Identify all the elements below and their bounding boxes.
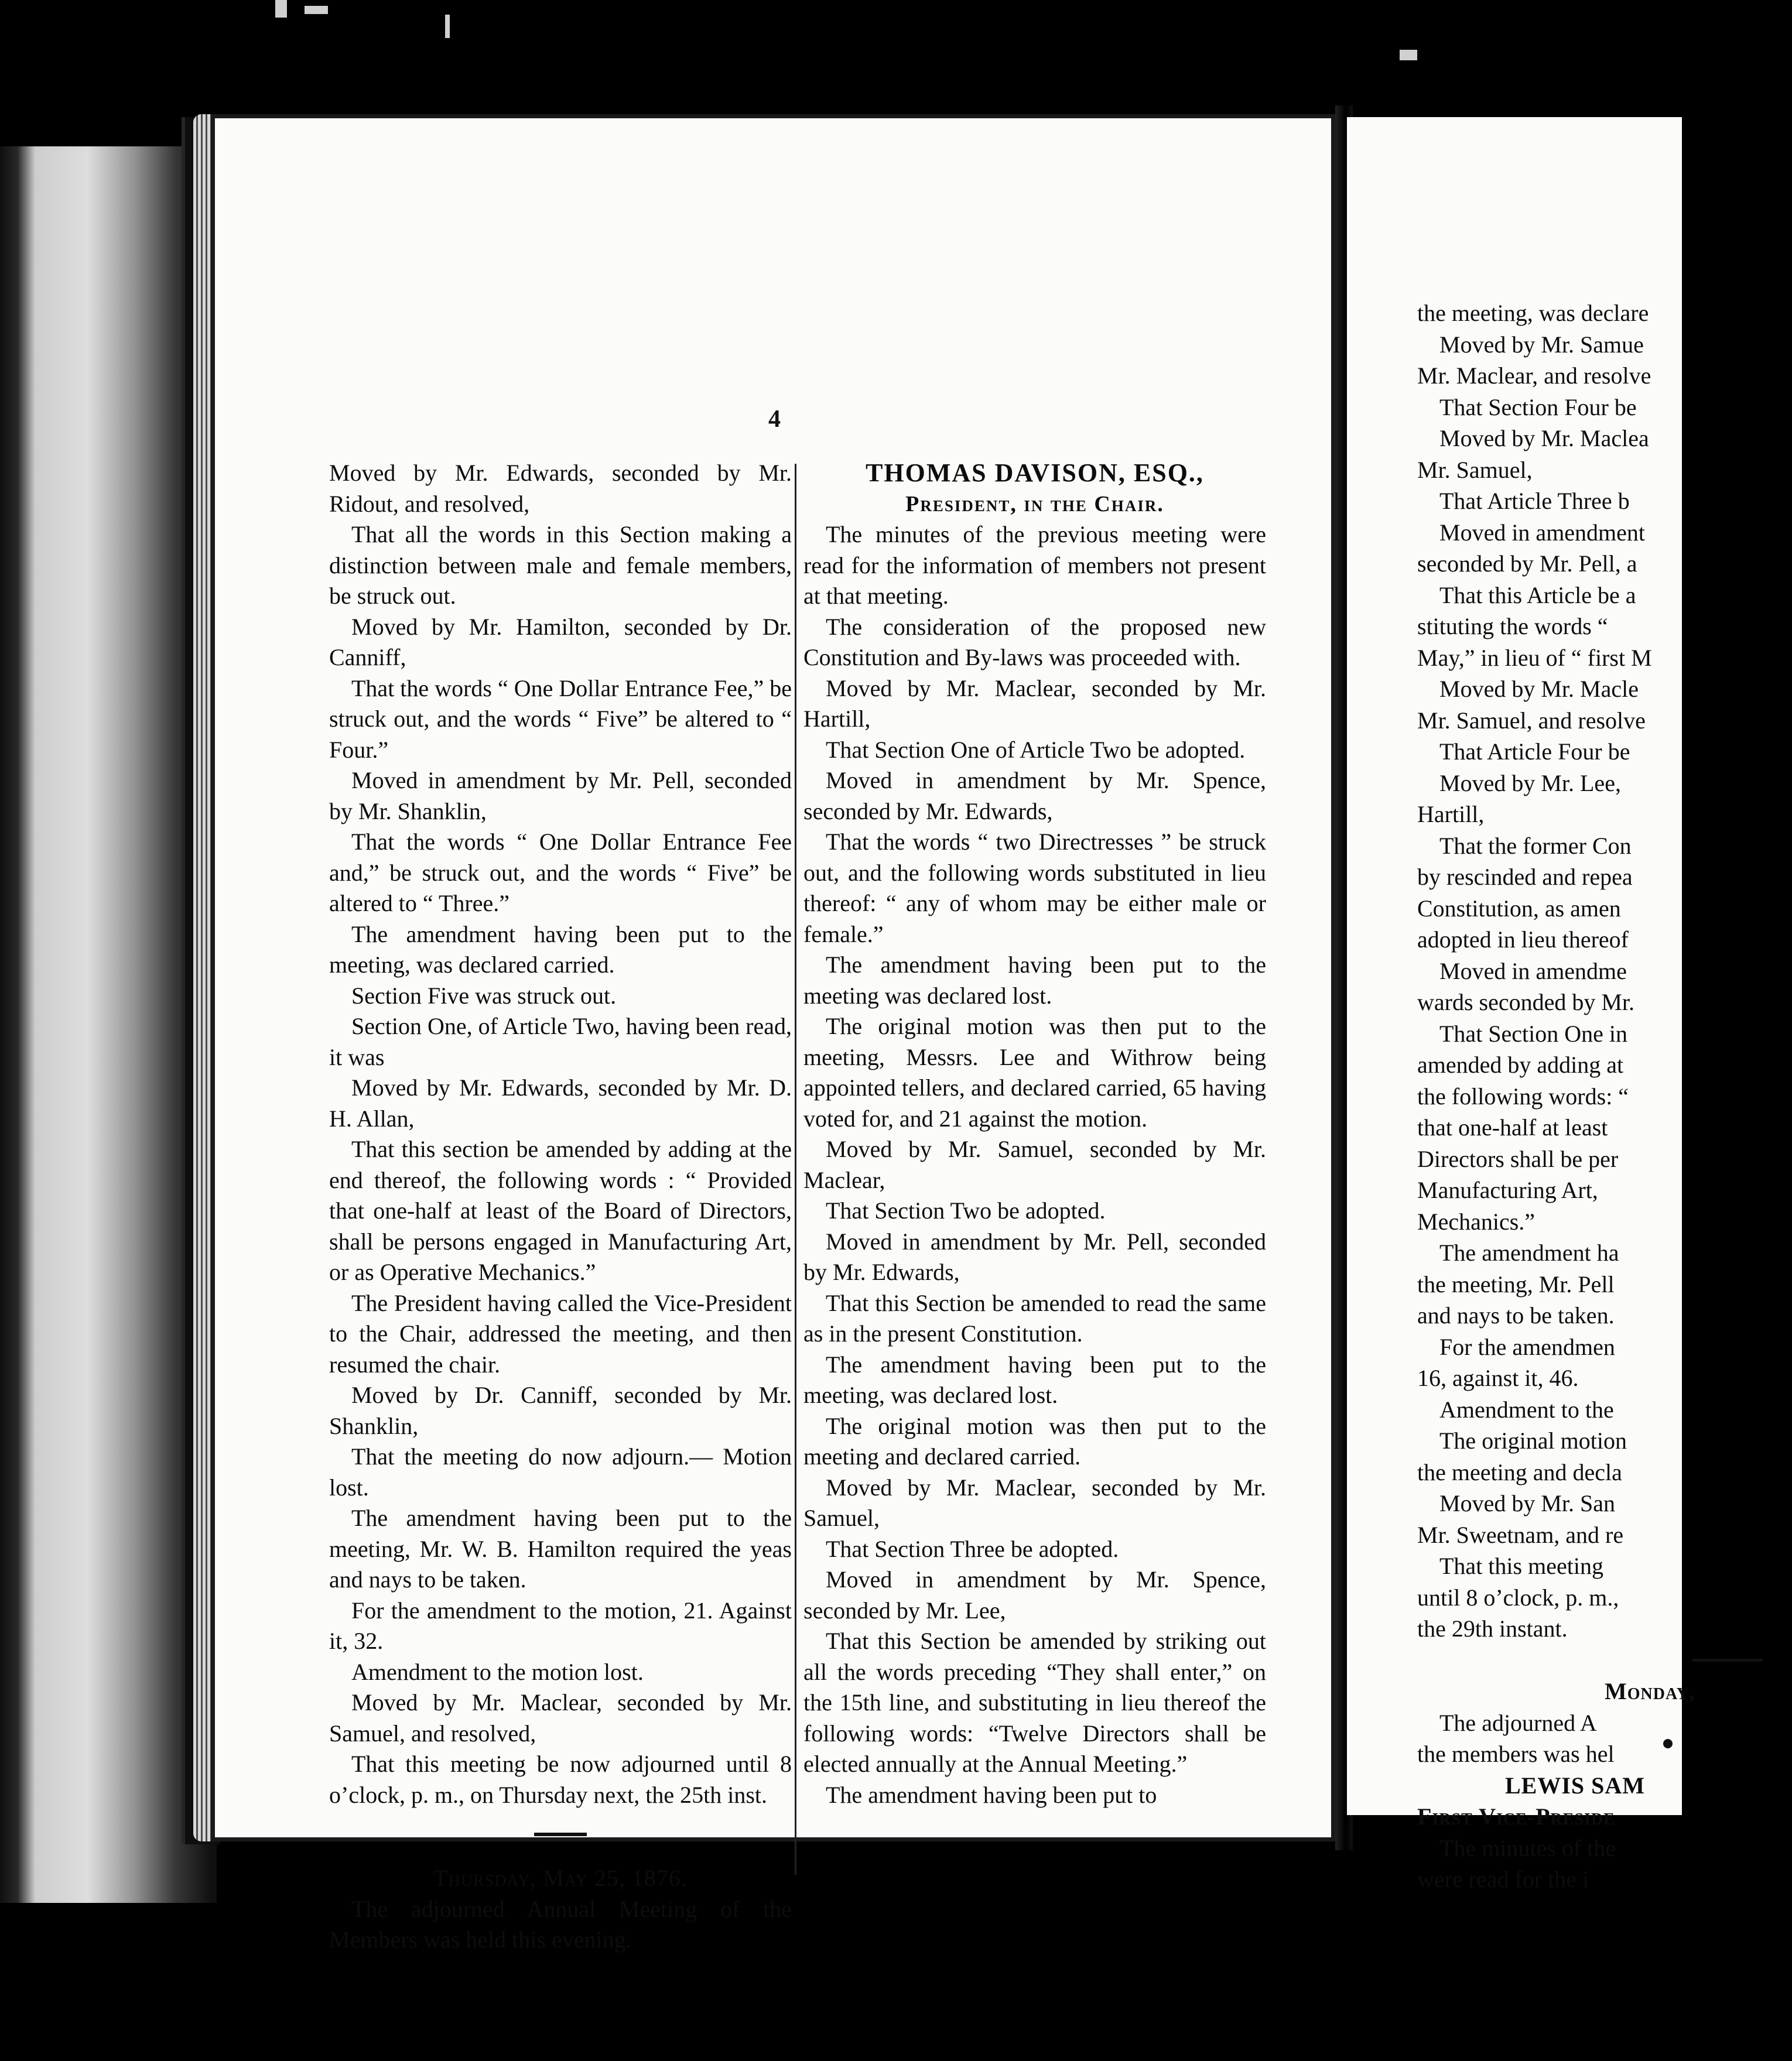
text-line: Moved by Mr. Macle — [1439, 676, 1639, 702]
middle-text-column — [803, 458, 1266, 1810]
text-line: First Vice-Preside — [1417, 1803, 1615, 1830]
column-divider — [795, 464, 796, 1875]
paragraph: That all the words in this Section making a distinction between male and female members, be struck out. — [329, 521, 792, 609]
text-line: by rescinded and repea — [1417, 864, 1633, 890]
paragraph: Amendment to the motion lost. — [351, 1658, 644, 1685]
next-page-text — [1417, 297, 1792, 1895]
text-line: Mr. Samuel, — [1417, 456, 1533, 483]
paragraph: That the words “ two Directresses ” be struck out, and the following words substituted in lieu thereof: “ any of whom may be either male or female.” — [803, 828, 1266, 947]
paragraph: That this meeting be now adjourned until 8 o’clock, p. m., on Thursday next, the 25th inst. — [329, 1751, 792, 1808]
scan-speck — [1663, 1739, 1673, 1748]
chair-name: THOMAS DAVISON, ESQ., — [866, 458, 1204, 487]
paragraph: The amendment having been put to the meeting, Mr. W. B. Hamilton required the yeas and nays to be taken. — [329, 1505, 792, 1593]
paragraph: The consideration of the proposed new Constitution and By-laws was proceeded with. — [803, 613, 1266, 670]
paragraph: The original motion was then put to the meeting and declared carried. — [803, 1412, 1266, 1470]
text-line: 16, against it, 46. — [1417, 1365, 1579, 1391]
text-line: amended by adding at — [1417, 1052, 1624, 1078]
paragraph: Moved in amendment by Mr. Pell, seconded by Mr. Shanklin, — [329, 767, 792, 824]
section-divider — [1417, 1645, 1792, 1676]
text-line: The original motion — [1439, 1427, 1627, 1454]
paragraph: The original motion was then put to the meeting, Messrs. Lee and Withrow being appointed tellers, and declared carried, 65 having voted for, and 21 against the motion. — [803, 1013, 1266, 1132]
paragraph: Moved in amendment by Mr. Spence, seconded by Mr. Edwards, — [803, 767, 1266, 824]
left-text-column — [329, 458, 792, 1956]
page-number: 4 — [768, 406, 781, 433]
paragraph: The adjourned Annual Meeting of the Members was held this evening. — [329, 1895, 792, 1953]
scanner-mark — [1400, 50, 1417, 60]
paragraph: The President having called the Vice-President to the Chair, addressed the meeting, and then resumed the chair. — [329, 1289, 792, 1378]
text-line: Amendment to the — [1439, 1396, 1614, 1423]
paragraph: Section One, of Article Two, having been read, it was — [329, 1013, 792, 1070]
paragraph: The amendment having been put to the meeting was declared lost. — [803, 951, 1266, 1009]
text-line: Moved in amendme — [1439, 957, 1627, 984]
text-line: Moved by Mr. Maclea — [1439, 425, 1649, 451]
text-line: The amendment ha — [1439, 1240, 1619, 1266]
paragraph: That this Section be amended to read the same as in the present Constitution. — [803, 1289, 1266, 1347]
paragraph: That this Section be amended by striking out all the words preceding “They shall enter,” on the 15th line, and substituting in lieu thereof the following words: “Twelve Directors shall be elected annually at the Annual Meeting.” — [803, 1628, 1266, 1777]
paragraph: The amendment having been put to — [826, 1781, 1157, 1808]
paragraph: That Section One of Article Two be adopted. — [826, 736, 1246, 763]
text-line: until 8 o’clock, p. m., — [1417, 1584, 1619, 1611]
text-line: Constitution, as amen — [1417, 895, 1621, 922]
paragraph: Moved by Mr. Edwards, seconded by Mr. Ridout, and resolved, — [329, 460, 792, 517]
chair-title: President, in the Chair. — [905, 491, 1164, 516]
paragraph: Moved by Mr. Maclear, seconded by Mr. Samuel, and resolved, — [329, 1689, 792, 1747]
text-line: were read for the i — [1417, 1866, 1589, 1892]
text-line: Mr. Sweetnam, and re — [1417, 1521, 1624, 1548]
paragraph: Moved by Mr. Maclear, seconded by Mr. Hartill, — [803, 675, 1266, 732]
text-line: the meeting, was declare — [1417, 300, 1649, 326]
text-line: The adjourned A — [1439, 1709, 1597, 1736]
text-line: Mr. Samuel, and resolve — [1417, 707, 1646, 734]
text-line: the meeting and decla — [1417, 1459, 1622, 1485]
text-line: Moved by Mr. Lee, — [1439, 769, 1621, 796]
paragraph: That the meeting do now adjourn.— Motion lost. — [329, 1443, 792, 1501]
paragraph: That Section Three be adopted. — [826, 1535, 1119, 1562]
paragraph: The amendment having been put to the meeting, was declared lost. — [803, 1351, 1266, 1408]
text-line: That Article Four be — [1439, 738, 1630, 765]
paragraph: That Section Two be adopted. — [826, 1197, 1106, 1224]
paragraph: Moved by Mr. Maclear, seconded by Mr. Samuel, — [803, 1474, 1266, 1531]
text-line: stituting the words “ — [1417, 613, 1608, 639]
dateline: Thursday, May 25, 1876. — [433, 1865, 688, 1891]
text-line: That this Article be a — [1439, 581, 1636, 608]
scanner-mark — [275, 0, 287, 18]
text-line: Moved in amendment — [1439, 519, 1646, 546]
paragraph: The minutes of the previous meeting were read for the information of members not present at that meeting. — [803, 521, 1266, 609]
section-divider — [329, 1810, 792, 1851]
text-line: and nays to be taken. — [1417, 1302, 1615, 1329]
text-line: That this meeting — [1439, 1553, 1603, 1579]
book-page — [211, 114, 1335, 1953]
text-line: That Section Four be — [1439, 393, 1637, 420]
text-line: Moved by Mr. San — [1439, 1490, 1615, 1516]
text-line: wards seconded by Mr. — [1417, 989, 1635, 1015]
text-line: Mechanics.” — [1417, 1208, 1535, 1235]
paragraph: The amendment having been put to the meeting, was declared carried. — [329, 920, 792, 978]
text-line: Hartill, — [1417, 801, 1485, 827]
paragraph: Moved by Mr. Samuel, seconded by Mr. Maclear, — [803, 1136, 1266, 1193]
text-line: That Article Three b — [1439, 488, 1630, 514]
text-line: Manufacturing Art, — [1417, 1177, 1598, 1203]
text-line: the following words: “ — [1417, 1083, 1629, 1110]
text-line: Monday, — [1605, 1678, 1695, 1704]
paragraph: Section Five was struck out. — [351, 982, 617, 1009]
paragraph: Moved in amendment by Mr. Pell, seconded by Mr. Edwards, — [803, 1228, 1266, 1285]
text-line: Directors shall be per — [1417, 1145, 1619, 1172]
paragraph: Moved by Dr. Canniff, seconded by Mr. Shanklin, — [329, 1382, 792, 1439]
text-line: the 29th instant. — [1417, 1615, 1568, 1642]
text-line: Mr. Maclear, and resolve — [1417, 362, 1651, 389]
paragraph: Moved by Mr. Edwards, seconded by Mr. D. H. Allan, — [329, 1074, 792, 1132]
text-line: LEWIS SAM — [1505, 1772, 1646, 1799]
next-page-partial — [1347, 117, 1695, 1892]
text-line: the members was hel — [1417, 1741, 1615, 1767]
text-line: the meeting, Mr. Pell — [1417, 1271, 1615, 1297]
text-line: that one-half at least — [1417, 1114, 1608, 1141]
paragraph: That the words “ One Dollar Entrance Fee,” be struck out, and the words “ Five” be altered to “ Four.” — [329, 675, 792, 763]
scanner-mark — [305, 6, 328, 14]
scanner-mark — [445, 15, 450, 38]
text-line: For the amendmen — [1439, 1333, 1615, 1360]
text-line: That the former Con — [1439, 832, 1632, 859]
text-line: adopted in lieu thereof — [1417, 926, 1629, 953]
text-line: seconded by Mr. Pell, a — [1417, 550, 1637, 577]
text-line: The minutes of the — [1439, 1834, 1616, 1861]
paragraph: Moved in amendment by Mr. Spence, seconded by Mr. Lee, — [803, 1566, 1266, 1624]
text-line: Moved by Mr. Samue — [1439, 331, 1644, 358]
paragraph: Moved by Mr. Hamilton, seconded by Dr. Canniff, — [329, 613, 792, 670]
paragraph: That this section be amended by adding at the end thereof, the following words : “ Provided that one-half at least of the Board of Directors, shall be persons engaged in Manufacturing Art, or as Operative Mechanics.” — [329, 1136, 792, 1285]
paragraph: For the amendment to the motion, 21. Against it, 32. — [329, 1597, 792, 1654]
text-line: That Section One in — [1439, 1020, 1628, 1047]
text-line: May,” in lieu of “ first M — [1417, 644, 1652, 671]
paragraph: That the words “ One Dollar Entrance Fee and,” be struck out, and the words “ Five” be altered to “ Three.” — [329, 828, 792, 916]
